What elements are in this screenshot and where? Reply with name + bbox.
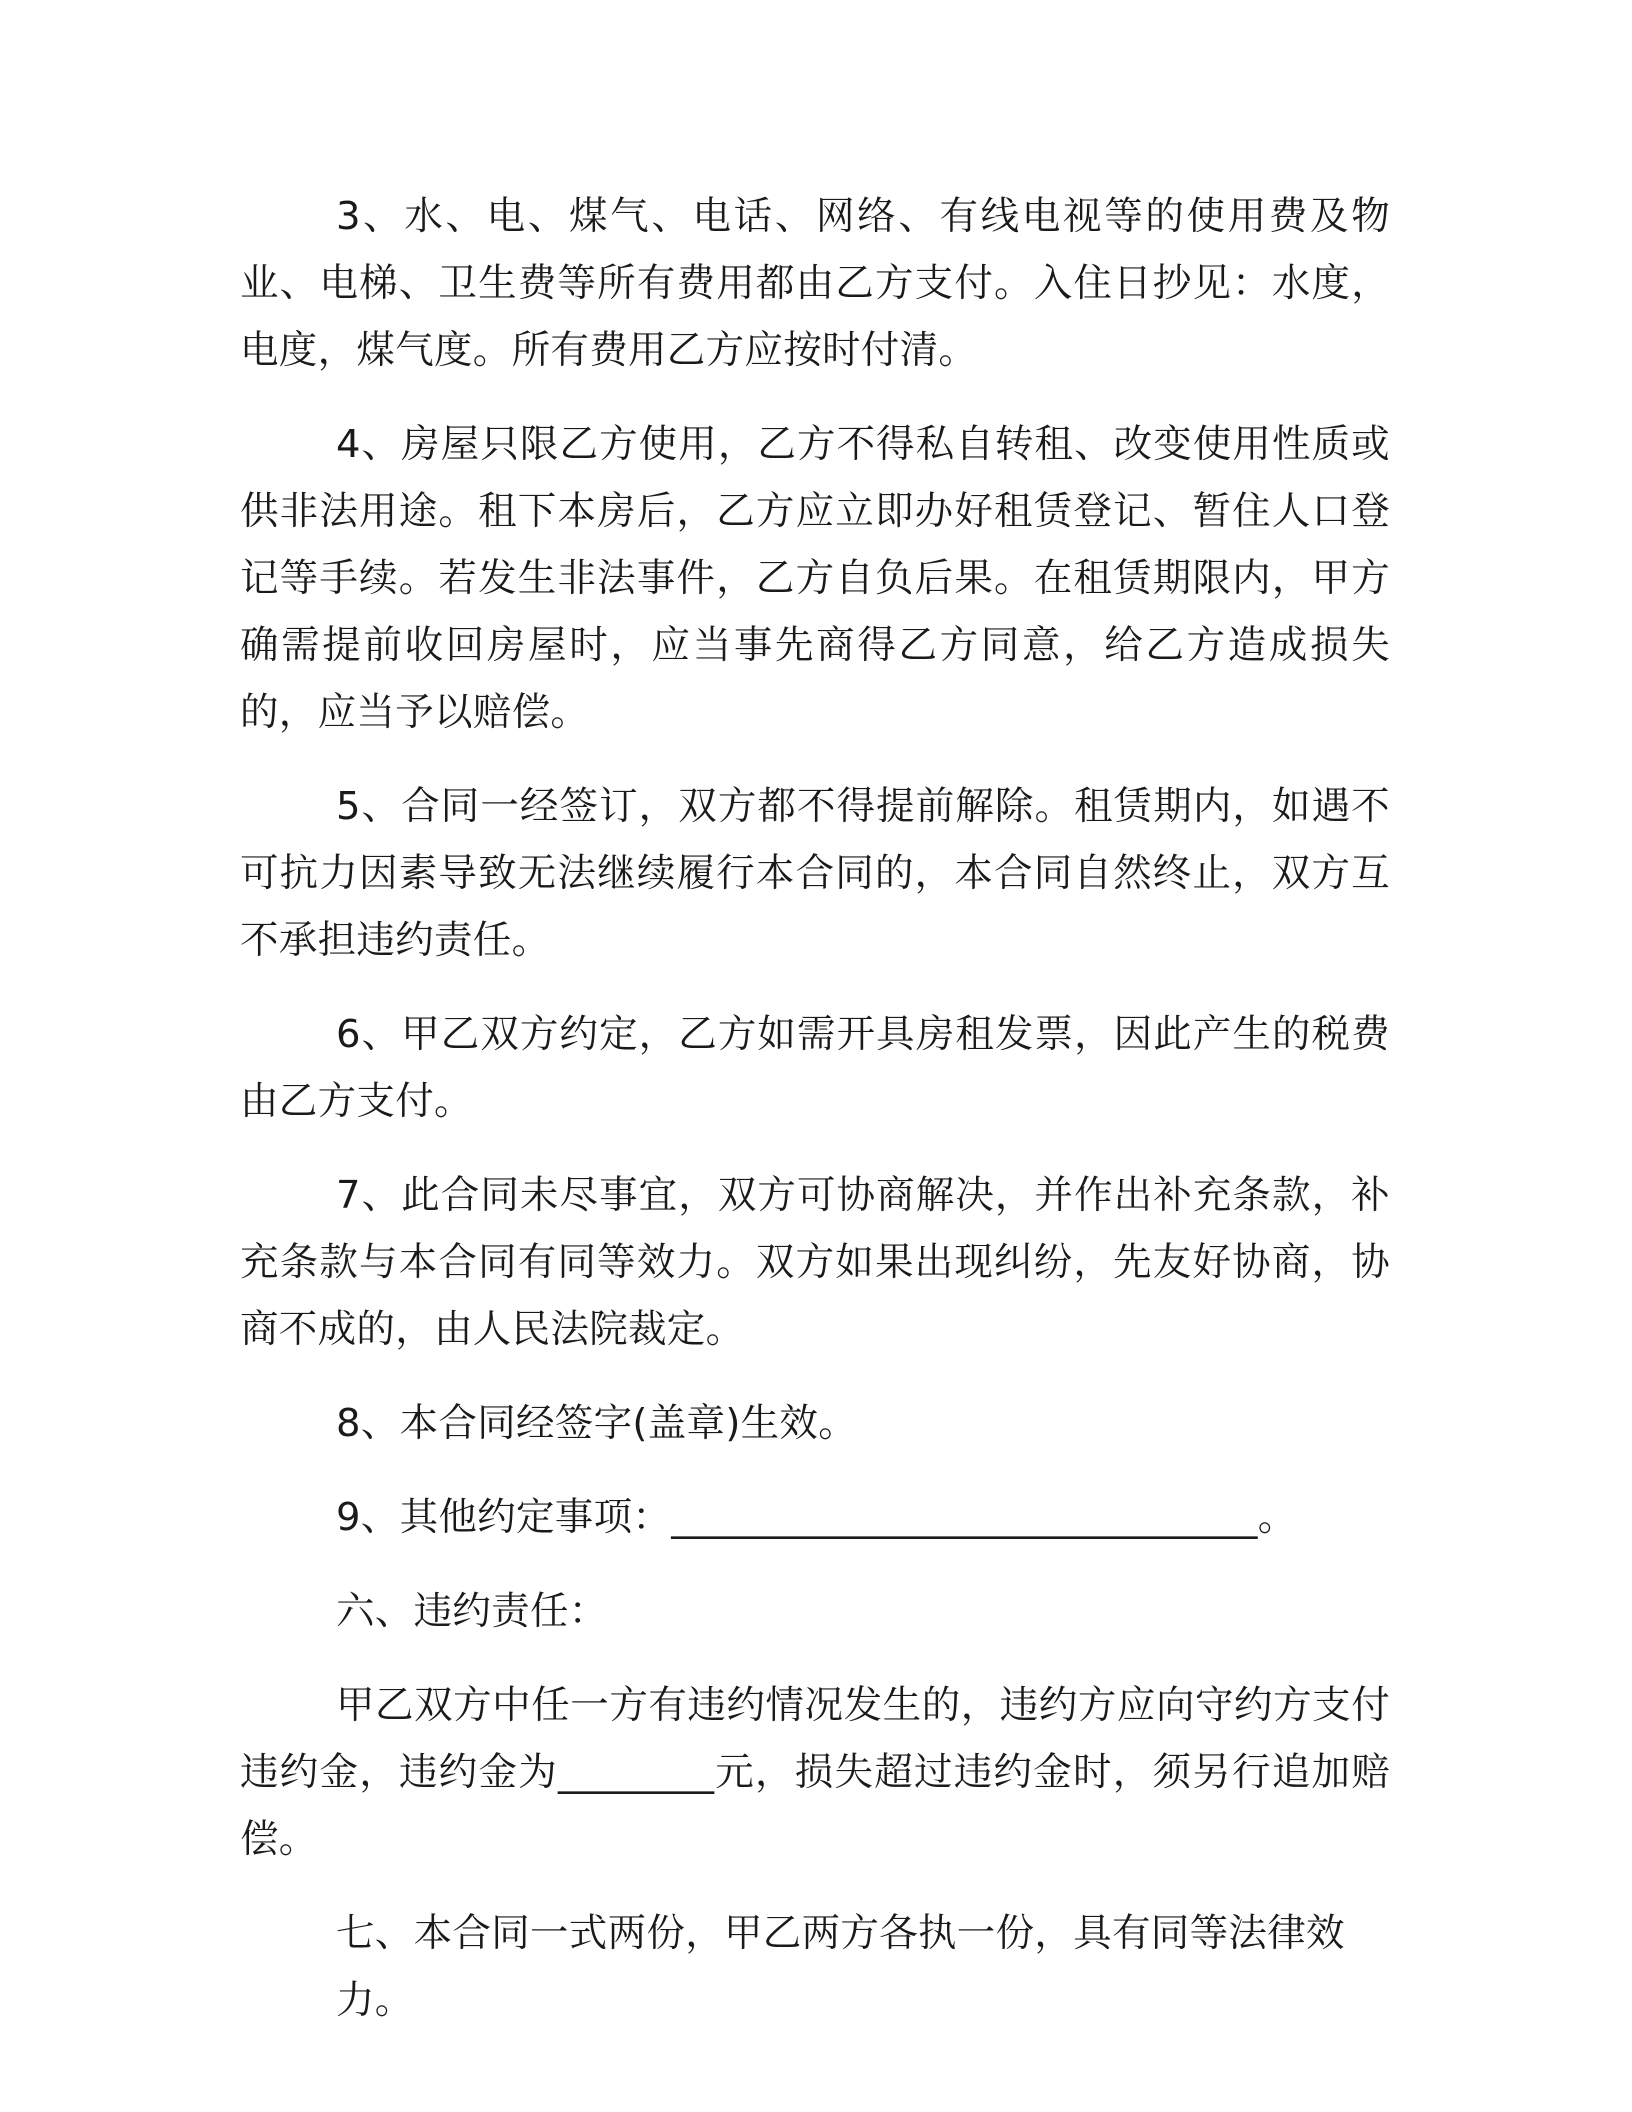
- clause-6: 6、甲乙双方约定，乙方如需开具房租发票，因此产生的税费由乙方支付。: [240, 1012, 1390, 1124]
- clause-7: 7、此合同未尽事宜，双方可协商解决，并作出补充条款，补充条款与本合同有同等效力。双方如果出现纠纷，先友好协商，协商不成的，由人民法院裁定。: [240, 1173, 1390, 1352]
- clause-5: 5、合同一经签订，双方都不得提前解除。租赁期内，如遇不可抗力因素导致无法继续履行本合同的，本合同自然终止，双方互不承担违约责任。: [240, 784, 1390, 963]
- section-7: 七、本合同一式两份，甲乙两方各执一份，具有同等法律效力。: [336, 1911, 1345, 2023]
- clause-4: 4、房屋只限乙方使用，乙方不得私自转租、改变使用性质或供非法用途。租下本房后，乙方应立即办好租赁登记、暂住人口登记等手续。若发生非法事件，乙方自负后果。在租赁期限内，甲方确需提前收回房屋时，应当事先商得乙方同意，给乙方造成损失的，应当予以赔偿。: [240, 422, 1390, 735]
- clause-8: 8、本合同经签字(盖章)生效。: [336, 1401, 858, 1446]
- document-page: [240, 183, 1390, 2061]
- clause-9: 9、其他约定事项：______________________________。: [336, 1495, 1297, 1540]
- section-6-body: 甲乙双方中任一方有违约情况发生的，违约方应向守约方支付违约金，违约金为________元，损失超过违约金时，须另行追加赔偿。: [240, 1683, 1390, 1862]
- clause-3: 3、水、电、煤气、电话、网络、有线电视等的使用费及物业、电梯、卫生费等所有费用都由乙方支付。入住日抄见：水度，电度，煤气度。所有费用乙方应按时付清。: [240, 194, 1390, 373]
- section-6-heading: 六、违约责任：: [336, 1589, 608, 1634]
